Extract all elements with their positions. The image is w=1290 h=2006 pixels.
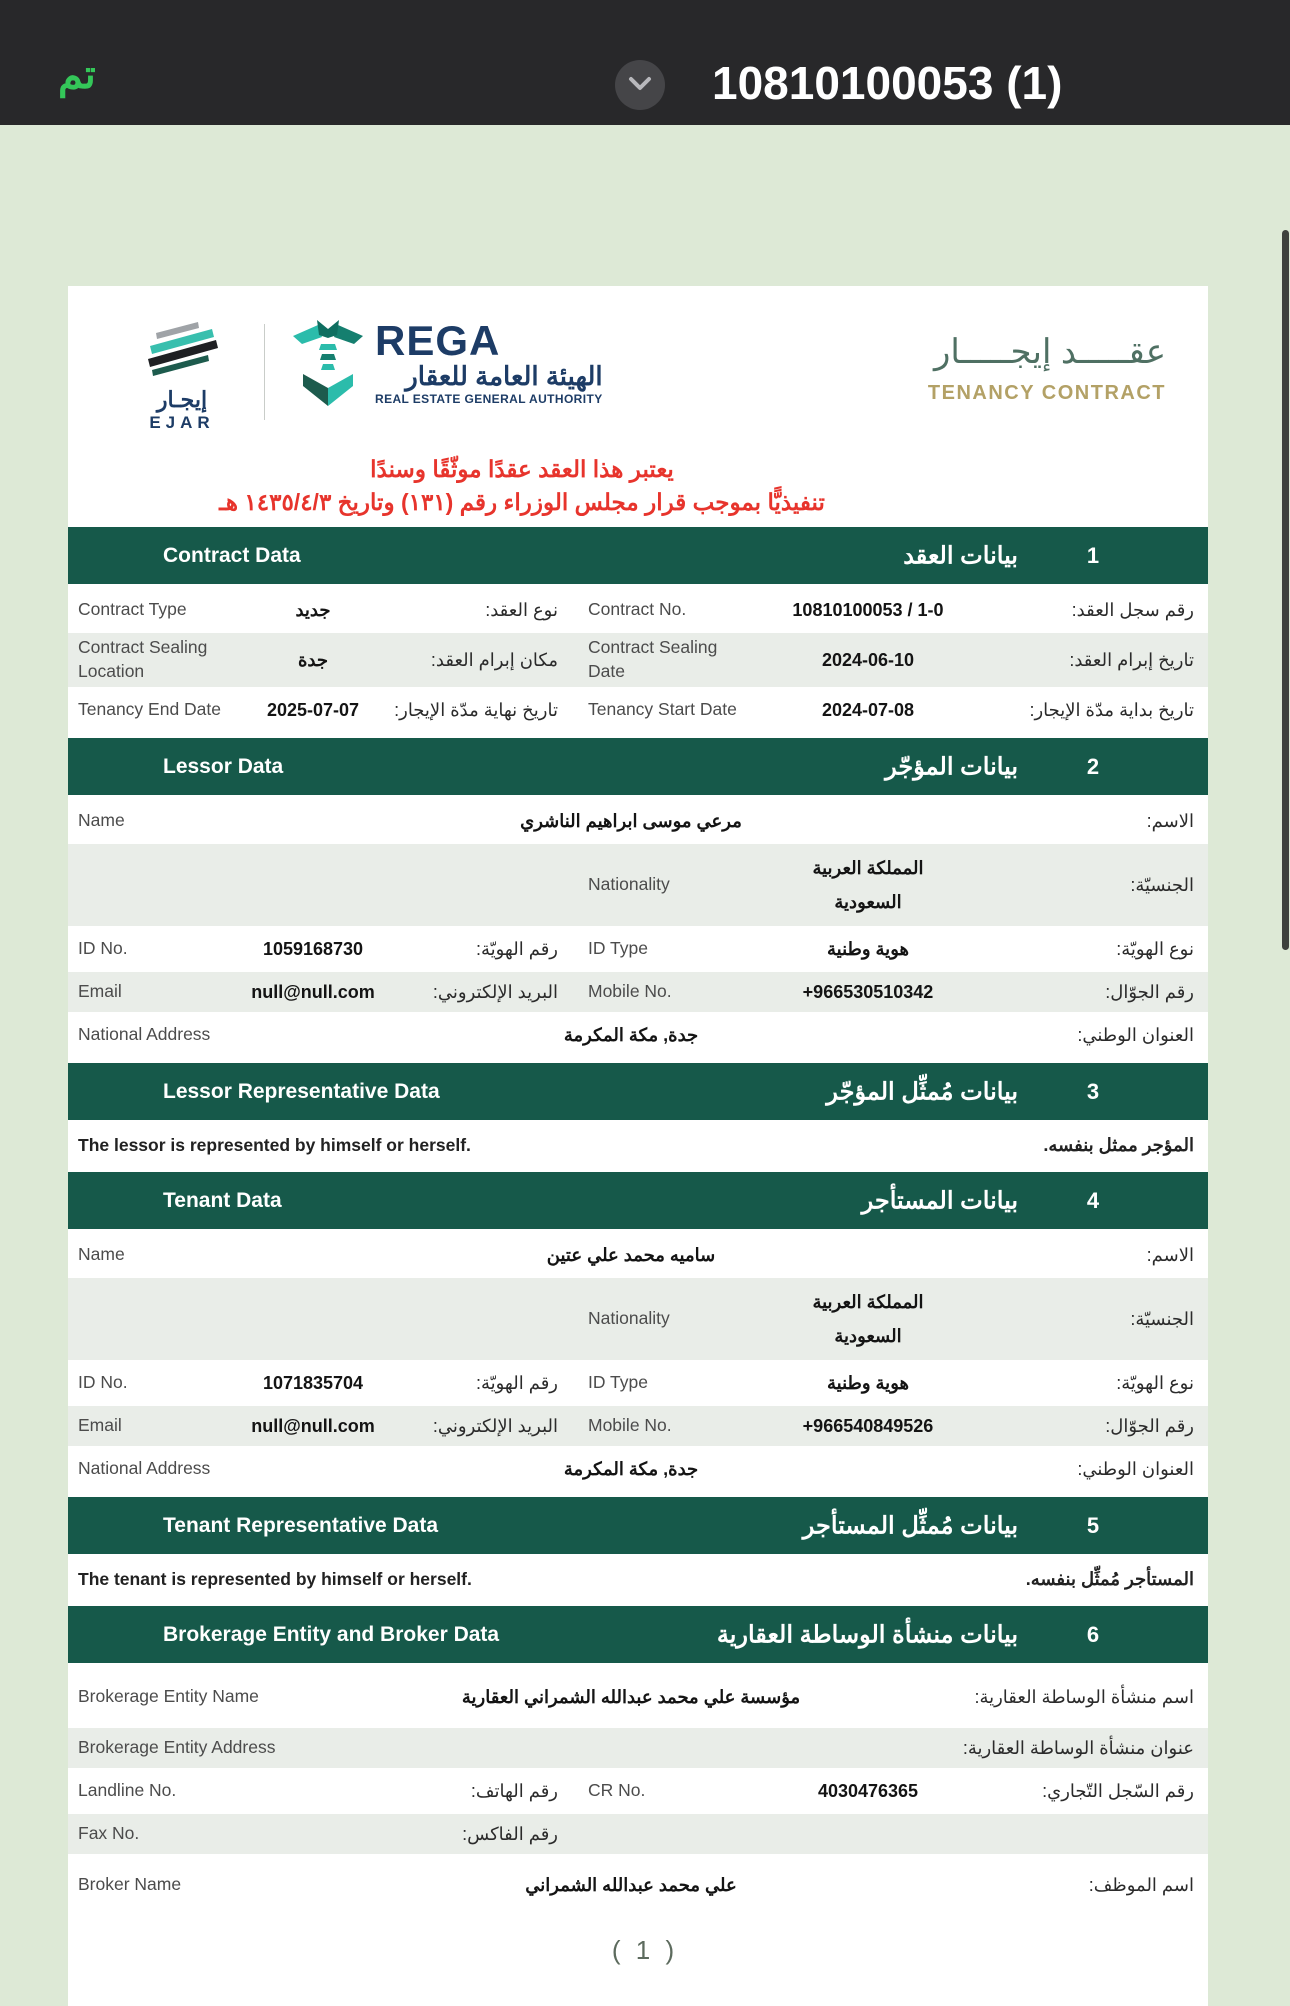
field-value: المملكة العربية السعودية [812,1291,924,1346]
section-number: 3 [1086,1078,1100,1104]
rega-palm-icon [291,320,365,417]
row-tenant-contact [68,1406,1208,1446]
field-label-en: National Address [78,1458,211,1479]
section-number: 1 [1086,542,1100,568]
row-tenant-id [68,1363,1208,1403]
field-label-ar: نوع الهويّة: [1116,1372,1194,1393]
navbar [0,0,1290,125]
row-brokerage-entity-address [68,1728,1208,1768]
field-value: جدة [297,649,328,670]
field-label-en: Contract Type [78,599,187,620]
field-label-ar: الاسم: [1146,810,1194,831]
section-header-tenant-representative [68,1497,1208,1554]
field-label-ar: رقم الجوّال: [1105,981,1194,1002]
row-landline-cr [68,1771,1208,1811]
field-value: 2025-07-07 [266,699,360,720]
row-tenant-representative-note [68,1560,1208,1598]
row-lessor-id [68,929,1208,969]
legal-notice-line2: تنفيذيًّا بموجب قرار مجلس الوزراء رقم (١٣١) وتاريخ ١٤٣٥/٤/٣ هـ [219,489,825,515]
section-number: 6 [1086,1621,1100,1647]
row-tenant-nationality [68,1278,1208,1360]
field-label-en: Contract Sealing Date [588,637,718,681]
field-value: 2024-06-10 [821,649,915,670]
field-value: هوية وطنية [827,1372,909,1393]
field-label-en: Name [78,1244,125,1265]
field-label-en: ID No. [78,1372,128,1393]
field-label-ar: رقم الهويّة: [475,938,558,959]
field-label-en: Email [78,1415,122,1436]
contract-page [68,286,1208,2006]
field-label-ar: اسم الموظف: [1088,1874,1194,1895]
done-button[interactable]: تم [58,53,96,97]
field-value: ساميه محمد علي عتين [546,1244,716,1265]
legal-notice-line1: يعتبر هذا العقد عقدًا موثّقًا وسندًا [370,456,674,482]
field-label-ar: اسم منشأة الوساطة العقارية: [974,1686,1194,1707]
section-title-ar: بيانات المستأجر [861,1187,1018,1214]
chevron-down-icon [628,76,652,94]
field-label-en: Contract No. [588,599,687,620]
field-label-en: Brokerage Entity Address [78,1737,276,1758]
field-label-en: Contract Sealing Location [78,637,208,681]
field-label-ar: الاسم: [1146,1244,1194,1265]
section-header-brokerage [68,1606,1208,1663]
section-header-contract-data [68,527,1208,584]
field-value: مرعي موسى ابراهيم الناشري [520,810,742,831]
field-label-en: Brokerage Entity Name [78,1686,259,1707]
field-label-en: National Address [78,1024,211,1045]
field-value: هوية وطنية [827,938,909,959]
section-title-ar: بيانات مُمثِّل المؤجّر [826,1078,1018,1105]
field-label-ar: رقم السّجل التّجاري: [1042,1780,1194,1801]
field-label-en: CR No. [588,1780,646,1801]
field-value: null@null.com [251,981,375,1002]
section-title-en: Lessor Representative Data [163,1079,440,1103]
section-header-lessor-representative [68,1063,1208,1120]
field-label-en: Nationality [588,1308,670,1329]
field-value: علي محمد عبدالله الشمراني [525,1874,737,1895]
document-viewer [0,125,1290,2006]
row-lessor-contact [68,972,1208,1012]
field-value: null@null.com [251,1415,375,1436]
field-label-ar: رقم الفاكس: [462,1823,558,1844]
field-label-ar: تاريخ إبرام العقد: [1069,649,1194,670]
field-label-en: Landline No. [78,1780,177,1801]
field-value: جدة, مكة المكرمة [563,1024,699,1045]
field-label-ar: رقم الهاتف: [470,1780,558,1801]
contract-title-ar: عقـــــد إيجـــــار [933,333,1166,371]
field-label-ar: مكان إبرام العقد: [430,649,558,670]
field-value: 2024-07-08 [821,699,915,720]
row-lessor-name [68,801,1208,841]
section-number: 2 [1086,753,1100,779]
field-label-ar: تاريخ نهاية مدّة الإيجار: [394,699,558,720]
row-lessor-nationality [68,844,1208,926]
field-label-ar: رقم الجوّال: [1105,1415,1194,1436]
field-label-ar: نوع العقد: [485,599,558,620]
row-fax [68,1814,1208,1854]
document-header [68,312,1208,433]
field-value: +966530510342 [802,981,934,1002]
rega-name: REGA [375,317,501,364]
field-label-ar: الجنسيّة: [1130,874,1194,895]
note-ar: المستأجر مُمثِّل بنفسه. [1025,1568,1194,1589]
field-label-en: ID No. [78,938,128,959]
note-en: The lessor is represented by himself or herself. [78,1134,471,1155]
field-label-ar: العنوان الوطني: [1077,1024,1194,1045]
field-label-en: ID Type [588,1372,648,1393]
section-title-en: Brokerage Entity and Broker Data [163,1622,500,1646]
row-tenant-name [68,1235,1208,1275]
scrollbar-thumb[interactable] [1282,230,1289,950]
legal-notice [68,453,976,519]
field-label-ar: نوع الهويّة: [1116,938,1194,959]
field-value: 4030476365 [817,1780,919,1801]
field-value: مؤسسة علي محمد عبدالله الشمراني العقارية [461,1686,801,1707]
section-title-ar: بيانات مُمثِّل المستأجر [802,1512,1018,1539]
ejar-name-en: EJAR [149,413,215,432]
row-lessor-national-address [68,1015,1208,1055]
section-header-lessor-data [68,738,1208,795]
field-label-en: Name [78,810,125,831]
field-label-en: Nationality [588,874,670,895]
contract-title-en: TENANCY CONTRACT [927,382,1166,404]
field-label-en: Broker Name [78,1874,182,1895]
field-label-ar: البريد الإلكتروني: [432,1415,558,1436]
field-label-ar: عنوان منشأة الوساطة العقارية: [962,1737,1194,1758]
field-value: 1059168730 [262,938,364,959]
field-label-ar: رقم الهويّة: [475,1372,558,1393]
ejar-stripes-icon [134,367,230,384]
section-title-en: Tenant Data [163,1188,282,1212]
ejar-name-ar: إيجـار [156,387,208,412]
field-label-en: ID Type [588,938,648,959]
field-label-en: Mobile No. [588,981,672,1002]
row-contract-no-type [68,590,1208,630]
row-tenancy-dates [68,690,1208,730]
rega-name-ar: الهيئة العامة للعقار [405,361,603,391]
field-label-en: Mobile No. [588,1415,672,1436]
section-number: 5 [1086,1512,1100,1538]
section-title-en: Contract Data [163,543,301,567]
field-label-en: Email [78,981,122,1002]
field-label-en: Tenancy Start Date [588,699,737,720]
section-header-tenant-data [68,1172,1208,1229]
ejar-logo [122,320,242,433]
page-number: ( 1 ) [611,1935,679,1965]
rega-name-en: REAL ESTATE GENERAL AUTHORITY [375,391,603,406]
field-label-en: Fax No. [78,1823,140,1844]
note-ar: المؤجر ممثل بنفسه. [1043,1134,1194,1155]
row-brokerage-entity-name [68,1669,1208,1725]
section-title-ar: بيانات منشأة الوساطة العقارية [716,1621,1018,1648]
field-label-ar: البريد الإلكتروني: [432,981,558,1002]
section-title-ar: بيانات المؤجّر [885,753,1018,780]
document-title: 10810100053 (1) [712,57,1063,109]
field-value: +966540849526 [802,1415,934,1436]
row-sealing-date-location [68,633,1208,687]
field-value: المملكة العربية السعودية [812,857,924,912]
section-title-en: Tenant Representative Data [163,1513,439,1537]
note-en: The tenant is represented by himself or herself. [78,1568,472,1589]
field-value: جديد [295,599,331,620]
field-label-en: Tenancy End Date [78,699,222,720]
row-lessor-representative-note [68,1126,1208,1164]
row-tenant-national-address [68,1449,1208,1489]
field-label-ar: رقم سجل العقد: [1071,599,1194,620]
title-dropdown-button[interactable] [615,60,665,110]
rega-logo [291,317,603,417]
section-title-en: Lessor Data [163,754,284,778]
row-broker-name [68,1857,1208,1913]
field-value: 1071835704 [262,1372,364,1393]
field-value: 10810100053 / 1-0 [792,599,944,620]
logo-divider [264,324,265,420]
field-label-ar: تاريخ بداية مدّة الإيجار: [1029,699,1194,720]
section-title-ar: بيانات العقد [903,542,1018,569]
field-value: جدة, مكة المكرمة [563,1458,699,1479]
field-label-ar: الجنسيّة: [1130,1308,1194,1329]
section-number: 4 [1086,1187,1100,1213]
field-label-ar: العنوان الوطني: [1077,1458,1194,1479]
